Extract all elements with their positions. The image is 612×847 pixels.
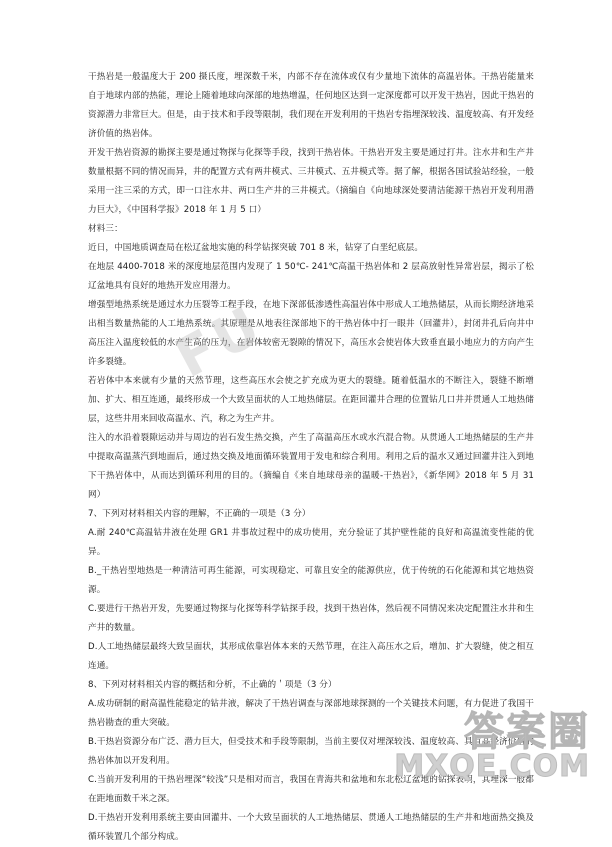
question-8-option-b: B.干热岩资源分布广泛、潜力巨大，但受技术和手段等限制，当前主要仅对埋深较浅、温度较高、具有高经济价值的热岩体加以开发利用。 [88,737,534,766]
paragraph-5: 增强型地热系统是通过水力压裂等工程手段，在地下深部低渗透性高温岩体中形成人工地热储层，从而长期经济地采出相当数量热能的人工地热系统。其原理是从地表往深部地下的干热岩体中打一眼井（回灌井），封闭井孔后向井中高压注入温度较低的水产生高的压力，在岩体较密无裂隙的情况下，高压水会使岩体大致垂直最小地应力的方向产生许多裂缝。 [88,300,534,367]
question-7: 7、下列对材料相关内容的理解，不正确的一项是（3 分） [88,509,311,519]
question-7-option-d: D.人工地热储层最终大致呈面状，其形成依靠岩体本来的天然节理，在注入高压水之后，增加、扩大裂缝，使之相互连通。 [88,642,534,671]
site-logo [394,709,590,784]
section-heading-material-3: 材料三： [88,224,123,234]
question-8-option-d: D.干热岩开发利用系统主要由回灌井、一个大致呈面状的人工地热储层、贯通人工地热储层的生产井和地面热交换及循环装置几个部分构成。 [88,813,534,842]
question-8-option-a: A.成功研制的耐高温性能稳定的钻井液，解决了干热岩调查与深部地球探测的一个关键技术问题，有力促进了我国干热岩勘查的重大突破。 [88,699,534,728]
site-logo-top-text: 答案圈 [464,709,590,755]
question-7-option-b: B._干热岩型地热是一种清洁可再生能源，可实现稳定、可靠且安全的能源供应，优于传统的石化能源和其它地热资源。 [88,566,534,595]
paragraph-2: 开发干热岩资源的勘探主要是通过物探与化探等手段，找到干热岩体。干热岩开发主要是通过打井。注水井和生产井数量根据不同的情况而异，井的配置方式有两井模式、三井模式、五井模式等。据了解，根据各国试验站经验，一般采用一注三采的方式，即一口注水井、两口生产井的三井模式。（摘编自《向地球深处要清洁能源干热岩开发利用潜力巨大》，《中国科学报》2018 年 1 月 5 口） [88,148,534,215]
question-7-option-c: C.要进行干热岩开发，先要通过物探与化探等科学钻探手段，找到干热岩体，然后视不同情况来决定配置注水井和生产井的数量。 [88,604,534,633]
watermark-text: FU [165,292,274,391]
question-8: 8、下列对材料相关内容的概括和分析，不止确的＇项是（3 分） [88,680,337,690]
question-7-option-a: A.耐 240℃高温钻井液在处理 GR1 井事故过程中的成功使用，充分验证了其护壁性能的良好和高温流变性能的优异。 [88,528,534,557]
site-logo-bottom-text: MXQE.COM [394,749,590,784]
paragraph-7: 注入的水沿着裂隙运动并与周边的岩石发生热交换，产生了高温高压水或水汽混合物。从贯通人工地热储层的生产井中提取高温蒸汽到地面后，通过热交换及地面循环装置用于发电和综合利用。利用之后的温水又通过回灌井注入到地下干热岩体中，从而达到循环利用的目的。（摘编自《来自地球母亲的温暖-干热岩》，《新华网》2018 年 5 月 31 网） [88,433,534,500]
paragraph-4: 在地层 4400-7018 米的深度地层范围内发现了 1 50℃- 241℃高温干热岩体和 2 层高放射性异常岩层，揭示了松辽盆地具有良好的地热开发应用潜力。 [88,262,534,291]
paragraph-6: 若岩体中本来就有少量的天然节理，这些高压水会使之扩充成为更大的裂缝。随着低温水的不断注入，裂缝不断增加、扩大、相互连通，最终形成一个大致呈面状的人工地热储层。在距回灌井合理的位置钻几口井并贯通人工地热储层，这些井用来回收高温水、汽，称之为生产井。 [88,376,534,424]
paragraph-3: 近日，中国地质调查局在松辽盆地实施的科学钻探突破 701 8 米，钻穿了白垩纪底层。 [88,243,424,253]
paragraph-1: 干热岩是一般温度大于 200 摄氏度，埋深数千米，内部不存在流体或仅有少量地下流体的高温岩体。干热岩能量来自于地球内部的热能，理论上随着地球向深部的地热增温，任何地区达到一定深度都可以开发干热岩，因此干热岩的资源潜力非常巨大。但是，由于技术和手段等限制，我们现在开发利用的干热岩专指埋深较浅、温度较高、有开发经济价值的热岩体。 [88,72,534,139]
question-8-option-c: C.当前开发利用的干热岩埋深“较浅”只是相对而言，我国在青海共和盆地和东北松辽盆地的钻探表明，其埋深一般都在距地面数千米之深。 [88,775,534,804]
